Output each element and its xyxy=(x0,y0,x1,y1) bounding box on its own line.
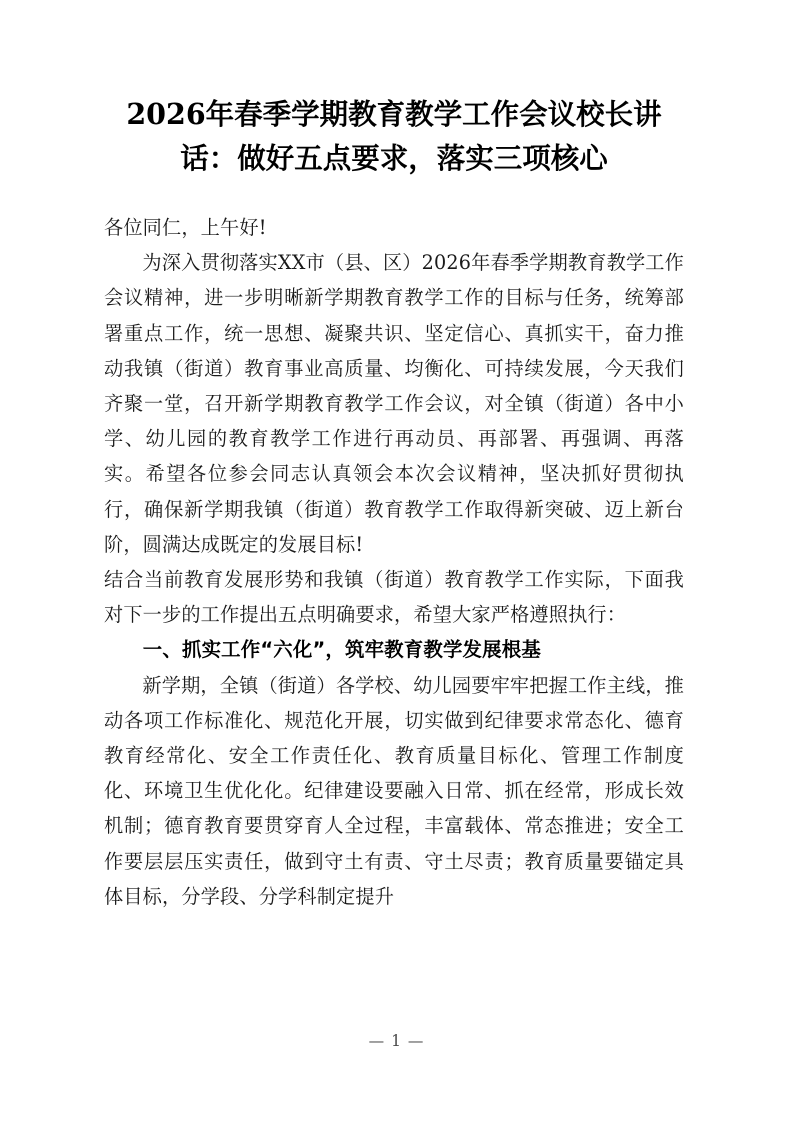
page-number-footer: — 1 — xyxy=(368,1032,425,1050)
section-heading-one: 一、抓实工作“六化”，筑牢教育教学发展根基 xyxy=(142,638,541,662)
document-body xyxy=(104,210,684,914)
title-line-2: 话：做好五点要求，落实三项核心 xyxy=(180,141,608,175)
intro-paragraph: 为深入贯彻落实XX市（县、区）2026年春季学期教育教学工作会议精神，进一步明晰新学期教育教学工作的目标与任务，统筹部署重点工作，统一思想、凝聚共识、坚定信心、真抓实干，奋力推动我镇（街道）教育事业高质量、均衡化、可持续发展，今天我们齐聚一堂，召开新学期教育教学工作会议，对全镇（街道）各中小学、幼儿园的教育教学工作进行再动员、再部署、再强调、再落实。希望各位参会同志认真领会本次会议精神，坚决抓好贯彻执行，确保新学期我镇（街道）教育教学工作取得新突破、迈上新台阶，圆满达成既定的发展目标! xyxy=(104,251,684,556)
salutation-paragraph: 各位同仁，上午好! xyxy=(104,216,267,239)
title-line-1: 2026年春季学期教育教学工作会议校长讲 xyxy=(126,97,662,131)
section-one-paragraph: 新学期，全镇（街道）各学校、幼儿园要牢牢把握工作主线，推动各项工作标准化、规范化开展，切实做到纪律要求常态化、德育教育经常化、安全工作责任化、教育质量目标化、管理工作制度化、环境卫生优化化。纪律建设要融入日常、抓在经常，形成长效机制；德育教育要贯穿育人全过程，丰富载体、常态推进；安全工作要层层压实责任，做到守土有责、守土尽责；教育质量要锚定具体目标，分学段、分学科制定提升 xyxy=(104,673,684,908)
continuation-paragraph: 结合当前教育发展形势和我镇（街道）教育教学工作实际，下面我对下一步的工作提出五点明确要求，希望大家严格遵照执行： xyxy=(104,568,684,627)
document-content xyxy=(104,0,684,914)
page-title xyxy=(104,0,684,180)
